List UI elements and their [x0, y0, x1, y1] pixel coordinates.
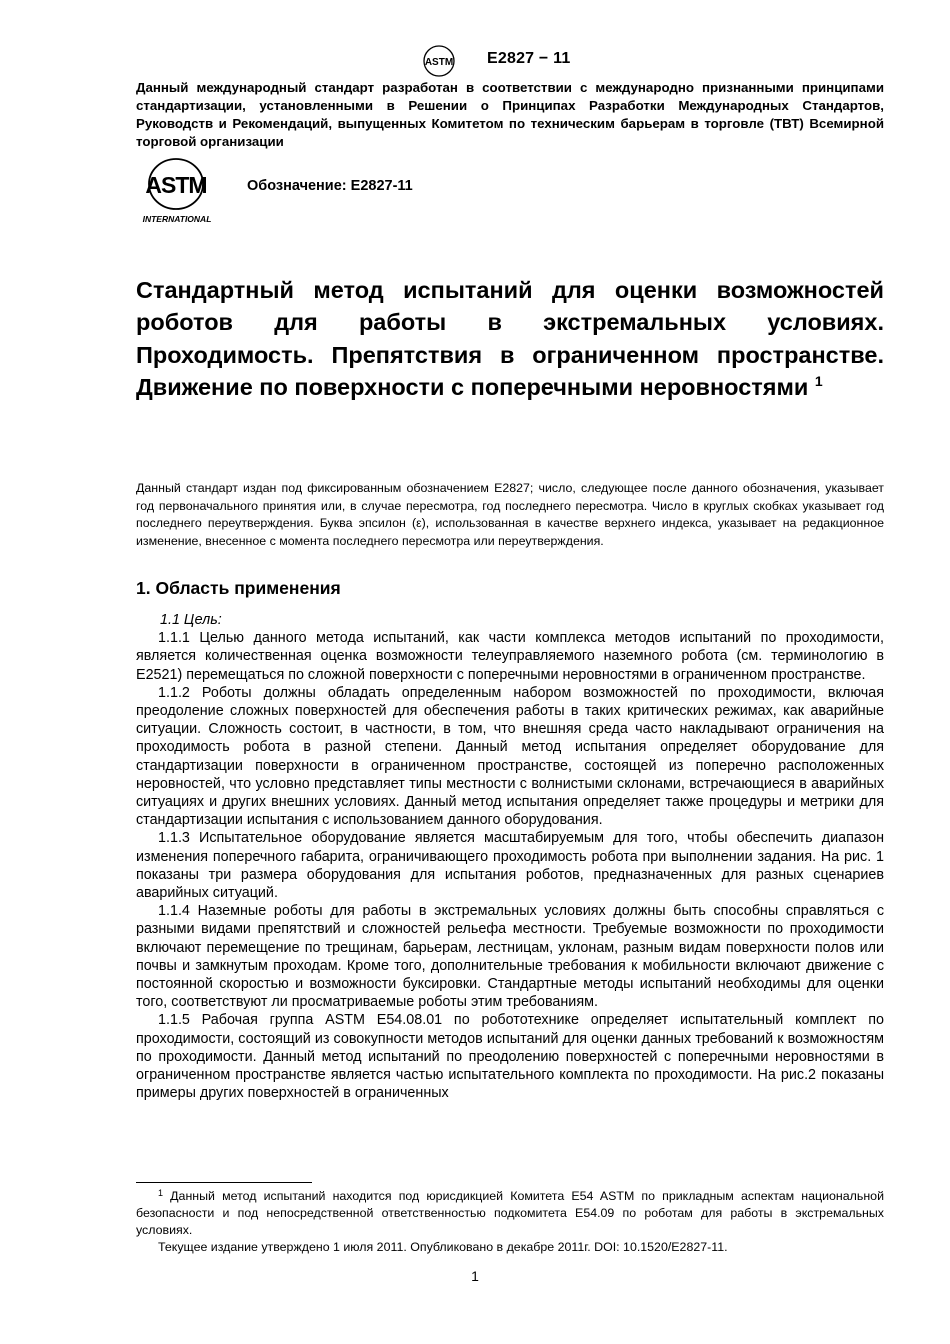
- footnote-text: Данный метод испытаний находится под юрисдикцией Комитета E54 ASTM по прикладным аспектам национальной безопасности и под непосредственной ответственностью подкомитета E54.09 по роботам для работы в экстремальных условиях.: [136, 1189, 884, 1237]
- running-header: [0, 42, 950, 78]
- footnote-edition: Текущее издание утверждено 1 июля 2011. Опубликовано в декабре 2011г. DOI: 10.1520/E2827-11.: [158, 1240, 728, 1254]
- paragraph-1-1-5: 1.1.5 Рабочая группа ASTM E54.08.01 по робототехнике определяет испытательный комплект по проходимости, состоящий из совокупности методов испытаний для оценки данных требований к возможностям по проходимости. Данный метод испытаний по преодолению поверхностей с поперечными неровностями в ограниченном пространстве является частью испытательного комплекта по проходимости. На рис.2 показаны примеры других поверхностей в ограниченных: [136, 1012, 884, 1102]
- section-body: [136, 611, 884, 1102]
- footnote-mark: 1: [158, 1188, 164, 1198]
- astm-mark-text: ASTM: [424, 57, 454, 68]
- footnote: [136, 1188, 884, 1256]
- paragraph-1-1-4: 1.1.4 Наземные роботы для работы в экстремальных условиях должны быть способны справляться с разными видами препятствий и сложностей рельефа местности. Требуемые возможности по проходимости включают перемещение по трещинам, барьерам, лестницам, уклонам, разным видам поверхности полов или почвы и замкнутым проходам. Кроме того, дополнительные требования к мобильности включают движение с постоянной скоростью и возможности буксировки. Стандартные методы испытаний необходимы для оценки того, соответствуют ли просматриваемые роботы этим требованиям.: [136, 903, 884, 1011]
- title-text: Стандартный метод испытаний для оценки возможностей роботов для работы в экстремальных условиях. Проходимость. Препятствия в ограниченном пространстве. Движение по поверхности с поперечными неровностями: [136, 277, 884, 401]
- astm-international-logo: [136, 156, 218, 226]
- purpose-label: 1.1 Цель:: [160, 612, 222, 628]
- footnote-divider: [136, 1182, 312, 1183]
- logo-mark-text: ASTM: [145, 172, 207, 198]
- page-number: 1: [471, 1268, 479, 1284]
- designation-label: Обозначение: E2827-11: [247, 178, 413, 194]
- section-heading: 1. Область применения: [136, 578, 341, 598]
- paragraph-1-1-1: 1.1.1 Целью данного метода испытаний, как части комплекса методов испытаний по проходимости, является количественная оценка возможности телеуправляемого наземного робота (см. терминологию в E2521) перемещаться по сложной поверхности с поперечными неровностями в ограниченном пространстве.: [136, 630, 884, 683]
- international-notice: Данный международный стандарт разработан в соответствии с международно признанными принципами стандартизации, установленными в Решении о Принципах Разработки Международных Стандартов, Руководств и Рекомендаций, выпущенных Комитетом по техническим барьерам в торговле (ТВТ) Всемирной торговой организации: [136, 80, 884, 149]
- astm-mark-icon: [421, 44, 457, 78]
- document-title: [136, 274, 884, 404]
- paragraph-1-1-2: 1.1.2 Роботы должны обладать определенным набором возможностей по проходимости, включая преодоление сложных поверхностей для обеспечения работы в таких критических режимах, как аварийные ситуации. Сложность состоит, в частности, в том, что внешняя среда часто накладывают ограничения на проходимость робота в разной степени. Данный метод испытания определяет оборудование для стандартизации поверхности в ограниченном пространстве, состоящей из поперечно расположенных неровностей, что условно представляет типы местности с волнистыми склонами, встречающиеся в аварийных ситуациях и других внешних условиях. Данный метод испытания определяет также процедуры и метрики для стандартизации испытания с использованием данного оборудования.: [136, 684, 884, 829]
- header-designation: E2827 − 11: [487, 50, 571, 67]
- logo-subtitle: INTERNATIONAL: [142, 214, 212, 224]
- preface: Данный стандарт издан под фиксированным обозначением E2827; число, следующее после данного обозначения, указывает год первоначального принятия или, в случае пересмотра, год последнего пересмотра. Число в круглых скобках указывает год последнего переутверждения. Буква эпсилон (ε), использованная в качестве верхнего индекса, указывает на редакционное изменение, внесенное с момента последнего пересмотра или переутверждения.: [136, 481, 884, 548]
- footnote-text-para: [136, 1188, 884, 1239]
- paragraph-1-1-3: 1.1.3 Испытательное оборудование является масштабируемым для того, чтобы обеспечить диапазон изменения поперечного габарита, ограничивающего проходимость робота при выполнении задания. На рис. 1 показаны три размера оборудования для испытания роботов, предназначенных для разных сценариев аварийных ситуаций.: [136, 830, 884, 902]
- title-footnote-mark: 1: [814, 373, 823, 390]
